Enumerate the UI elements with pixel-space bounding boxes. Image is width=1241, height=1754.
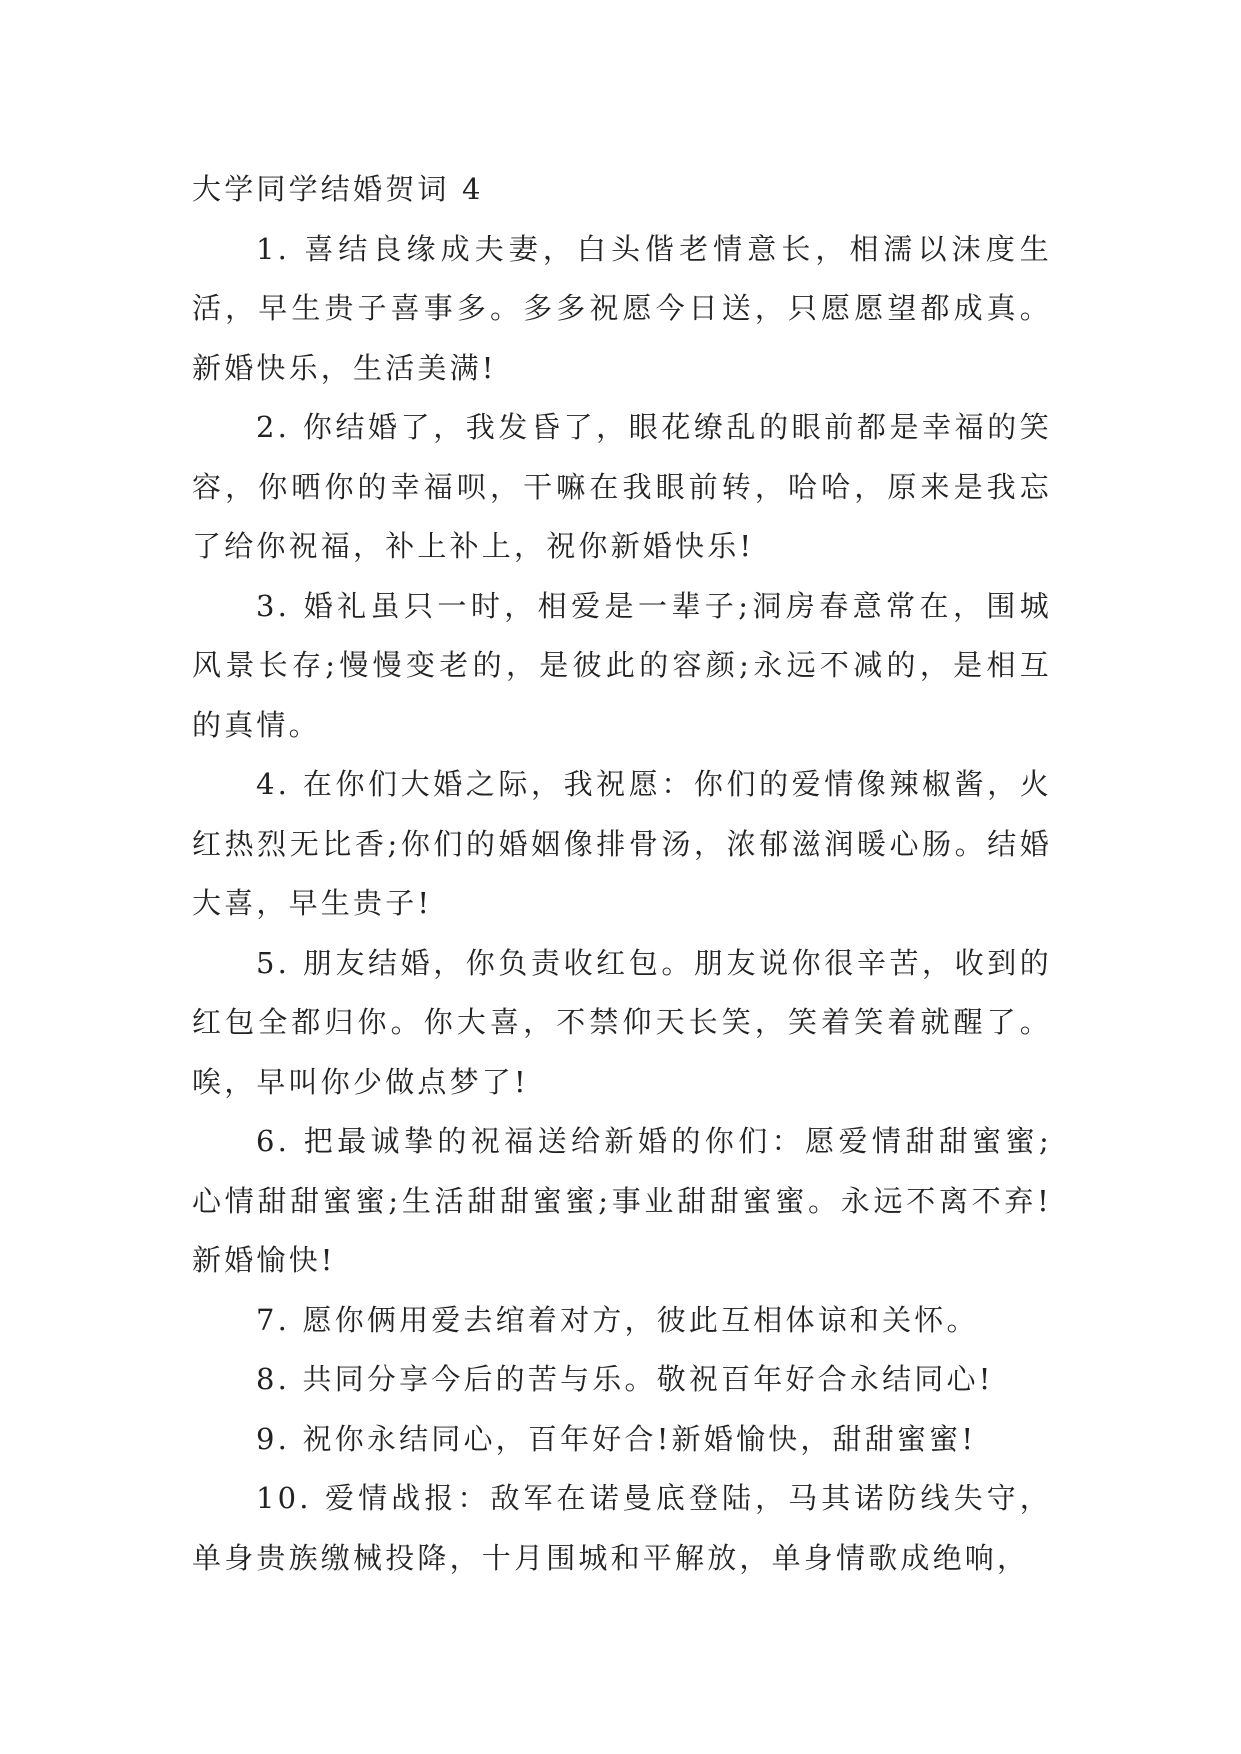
document-title: 大学同学结婚贺词 4 <box>192 172 484 206</box>
paragraph-9: 9. 祝你永结同心，百年好合!新婚愉快，甜甜蜜蜜! <box>256 1421 977 1456</box>
document-body <box>192 160 1052 1588</box>
paragraph-3: 3. 婚礼虽只一时，相爱是一辈子;洞房春意常在，围城风景长存;慢慢变老的，是彼此的容颜;永远不减的，是相互的真情。 <box>192 588 1052 742</box>
paragraph-4: 4. 在你们大婚之际，我祝愿：你们的爱情像辣椒酱，火红热烈无比香;你们的婚姻像排骨汤，浓郁滋润暖心肠。结婚大喜，早生贵子! <box>192 767 1052 920</box>
paragraph-6: 6. 把最诚挚的祝福送给新婚的你们：愿爱情甜甜蜜蜜;心情甜甜蜜蜜;生活甜甜蜜蜜;事业甜甜蜜蜜。永远不离不弃!新婚愉快! <box>192 1124 1052 1277</box>
paragraph-2: 2. 你结婚了，我发昏了，眼花缭乱的眼前都是幸福的笑容，你晒你的幸福呗，干嘛在我眼前转，哈哈，原来是我忘了给你祝福，补上补上，祝你新婚快乐! <box>192 410 1052 563</box>
paragraph-5: 5. 朋友结婚，你负责收红包。朋友说你很辛苦，收到的红包全都归你。你大喜，不禁仰天长笑，笑着笑着就醒了。唉，早叫你少做点梦了! <box>192 945 1052 1099</box>
paragraph-8: 8. 共同分享今后的苦与乐。敬祝百年好合永结同心! <box>256 1362 994 1396</box>
paragraph-7: 7. 愿你俩用爱去绾着对方，彼此互相体谅和关怀。 <box>256 1302 979 1337</box>
paragraph-10: 10. 爱情战报：敌军在诺曼底登陆，马其诺防线失守，单身贵族缴械投降，十月围城和平解放，单身情歌成绝响， <box>192 1481 1052 1575</box>
paragraph-1: 1. 喜结良缘成夫妻，白头偕老情意长，相濡以沫度生活，早生贵子喜事多。多多祝愿今日送，只愿愿望都成真。新婚快乐，生活美满! <box>192 231 1052 385</box>
